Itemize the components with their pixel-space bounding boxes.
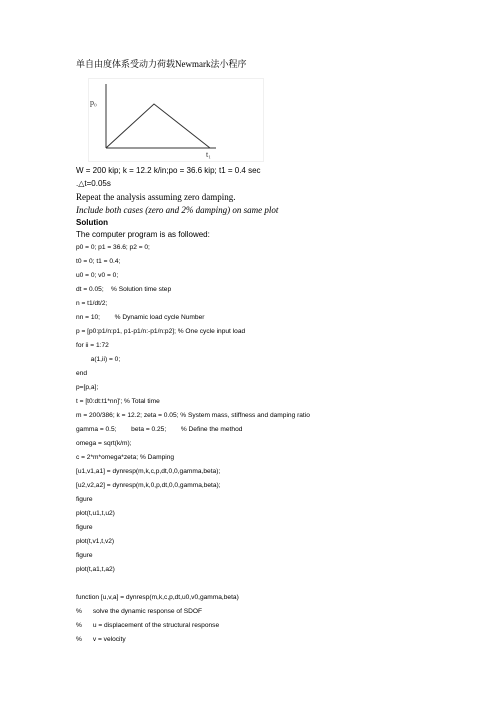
code-line: omega = sqrt(k/m); bbox=[76, 440, 132, 447]
code-line: function [u,v,a] = dynresp(m,k,c,p,dt,u0,v0,gamma,beta) bbox=[76, 594, 239, 601]
code-line: p = [p0:p1/n:p1, p1-p1/n:-p1/n:p2]; % One cycle input load bbox=[76, 328, 246, 335]
figure-frame bbox=[89, 79, 264, 162]
repeat-instruction: Repeat the analysis assuming zero damping. bbox=[76, 192, 236, 202]
code-line: % solve the dynamic response of SDOF bbox=[76, 608, 203, 615]
document-title: 单自由度体系受动力荷载Newmark法小程序 bbox=[76, 59, 247, 69]
code-line: plot(t,u1,t,u2) bbox=[76, 510, 115, 517]
code-line: p=[p,a]; bbox=[76, 384, 99, 391]
code-line: t = [t0:dt:t1*nn]'; % Total time bbox=[76, 398, 160, 405]
code-line: plot(t,v1,t,v2) bbox=[76, 538, 115, 545]
code-line: [u1,v1,a1] = dynresp(m,k,c,p,dt,0,0,gamma,beta); bbox=[76, 468, 221, 475]
code-line: figure bbox=[76, 524, 93, 531]
include-instruction: Include both cases (zero and 2% damping) on same plot bbox=[76, 205, 279, 215]
time-step-line: .△t=0.05s bbox=[76, 179, 111, 188]
code-line: gamma = 0.5; beta = 0.25; % Define the method bbox=[76, 426, 243, 433]
code-line: t0 = 0; t1 = 0.4; bbox=[76, 258, 121, 265]
x-axis-label: t₁ bbox=[206, 150, 212, 159]
code-line: plot(t,a1,t,a2) bbox=[76, 566, 115, 573]
code-line: % u = displacement of the structural response bbox=[76, 622, 220, 629]
code-line: n = t1/dt/2; bbox=[76, 300, 108, 307]
code-line: for ii = 1:72 bbox=[76, 342, 109, 349]
solution-intro: The computer program is as followed: bbox=[76, 230, 210, 239]
code-line: m = 200/386; k = 12.2; zeta = 0.05; % System mass, stiffness and damping ratio bbox=[76, 412, 310, 419]
code-line: figure bbox=[76, 496, 93, 503]
code-line: u0 = 0; v0 = 0; bbox=[76, 272, 119, 279]
code-line: figure bbox=[76, 552, 93, 559]
code-line: dt = 0.05; % Solution time step bbox=[76, 286, 172, 293]
code-line: c = 2*m*omega*zeta; % Damping bbox=[76, 454, 175, 461]
problem-params: W = 200 kip; k = 12.2 k/in;po = 36.6 kip; t1 = 0.4 sec bbox=[76, 166, 261, 175]
code-line: p0 = 0; p1 = 36.6; p2 = 0; bbox=[76, 244, 150, 251]
triangular-load-figure bbox=[88, 78, 264, 162]
code-line: a(1,ii) = 0; bbox=[76, 356, 121, 363]
solution-heading: Solution bbox=[76, 218, 108, 227]
y-axis-label: p₀ bbox=[90, 98, 97, 107]
load-diagram bbox=[88, 78, 264, 162]
code-line: end bbox=[76, 370, 88, 377]
code-line: [u2,v2,a2] = dynresp(m,k,0,p,dt,0,0,gamma,beta); bbox=[76, 482, 221, 489]
code-line: % v = velocity bbox=[76, 636, 126, 643]
code-line: nn = 10; % Dynamic load cycle Number bbox=[76, 314, 205, 321]
